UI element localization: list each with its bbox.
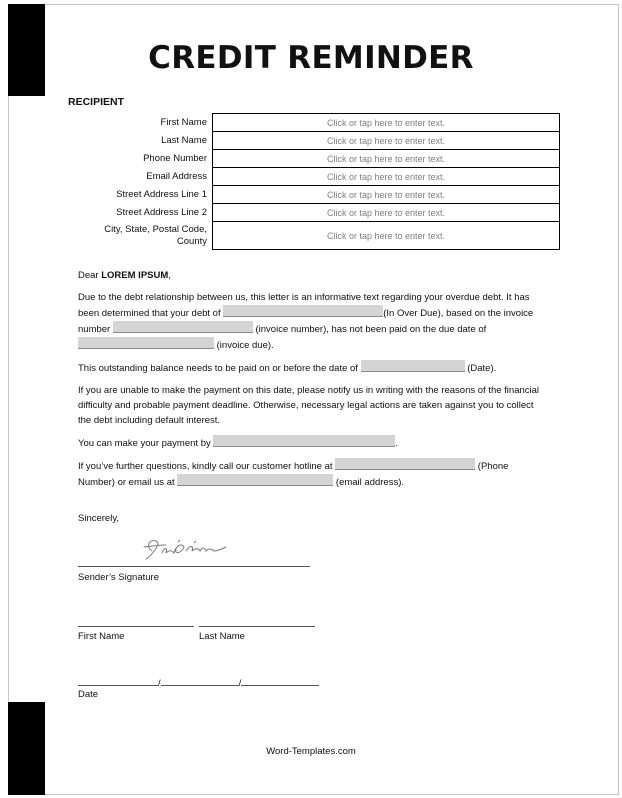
street-address-1-field[interactable]: Click or tap here to enter text. [213,186,560,204]
street-address-2-label: Street Address Line 2 [116,206,207,218]
document-title: CREDIT REMINDER [148,40,474,76]
last-name-field[interactable]: Click or tap here to enter text. [213,132,560,150]
last-name-label: Last Name [161,134,207,146]
deadline-text-2: (Date). [464,363,497,374]
street-address-1-label: Street Address Line 1 [116,188,207,200]
contact-text-2: (Phone Number) or email us at [78,461,509,488]
signature-image [138,533,230,563]
date-year-segment[interactable] [241,676,319,686]
paragraph-contact [78,458,548,490]
paragraph-payment [78,435,548,451]
debt-text-1: Due to the debt relationship between us, this letter is an informative text regarding your overdue debt. It has been determined that your debt of [78,292,530,319]
debt-text-2: (In Over Due), based on the invoice number [78,308,534,335]
salutation-prefix: Dear [78,270,102,281]
recipient-table [80,113,560,250]
payment-method-field[interactable] [213,435,395,447]
invoice-due-field[interactable] [78,337,214,349]
city-state-postal-field[interactable]: Click or tap here to enter text. [213,222,560,250]
payment-date-field[interactable] [361,360,465,372]
invoice-number-field[interactable] [113,321,253,333]
salutation-suffix: , [168,270,171,281]
signature-label: Sender’s Signature [78,572,159,583]
paragraph-deadline [78,360,548,376]
closing: Sincerely, [78,513,120,524]
signature-line[interactable] [78,566,310,567]
debt-text-3: (invoice number), has not been paid on the due date of [252,324,487,335]
date-day-segment[interactable] [78,676,158,686]
first-name-line[interactable] [78,626,194,627]
sender-first-name-label: First Name [78,631,125,642]
hotline-field[interactable] [335,458,475,470]
salutation-name: LOREM IPSUM [101,270,169,281]
date-separator-2: / [238,678,242,689]
email-address-field[interactable]: Click or tap here to enter text. [213,168,560,186]
debt-amount-field[interactable] [223,305,383,317]
contact-text-3: (email address). [333,477,405,488]
date-separator-1: / [158,678,161,689]
sender-last-name-label: Last Name [199,631,245,642]
paragraph-debt [78,290,548,353]
email-contact-field[interactable] [177,474,333,486]
date-month-segment[interactable] [161,676,239,686]
date-field[interactable] [78,676,319,689]
first-name-label: First Name [160,116,207,128]
phone-number-field[interactable]: Click or tap here to enter text. [213,150,560,168]
deadline-text-1: This outstanding balance needs to be paid on or before the date of [78,363,361,374]
contact-text-1: If you’ve further questions, kindly call our customer hotline at [78,461,336,472]
street-address-2-field[interactable]: Click or tap here to enter text. [213,204,560,222]
first-name-field[interactable]: Click or tap here to enter text. [213,114,560,132]
recipient-heading: RECIPIENT [68,96,125,108]
payment-text-1: You can make your payment by [78,438,214,449]
letter-body [78,268,548,497]
debt-text-4: (invoice due). [214,340,274,351]
last-name-line[interactable] [199,626,315,627]
phone-number-label: Phone Number [143,152,207,164]
date-label: Date [78,689,99,700]
payment-text-2: . [395,438,399,449]
salutation [78,268,548,283]
footer-text: Word-Templates.com [266,746,356,757]
paragraph-notice: If you are unable to make the payment on this date, please notify us in writing with the reasons of the financial difficulty and probable payment deadline. Otherwise, necessary legal actions are taken against you to collect the debt including default interest. [78,385,540,426]
city-state-postal-label: City, State, Postal Code, County [104,223,207,247]
email-address-label: Email Address [146,170,207,182]
